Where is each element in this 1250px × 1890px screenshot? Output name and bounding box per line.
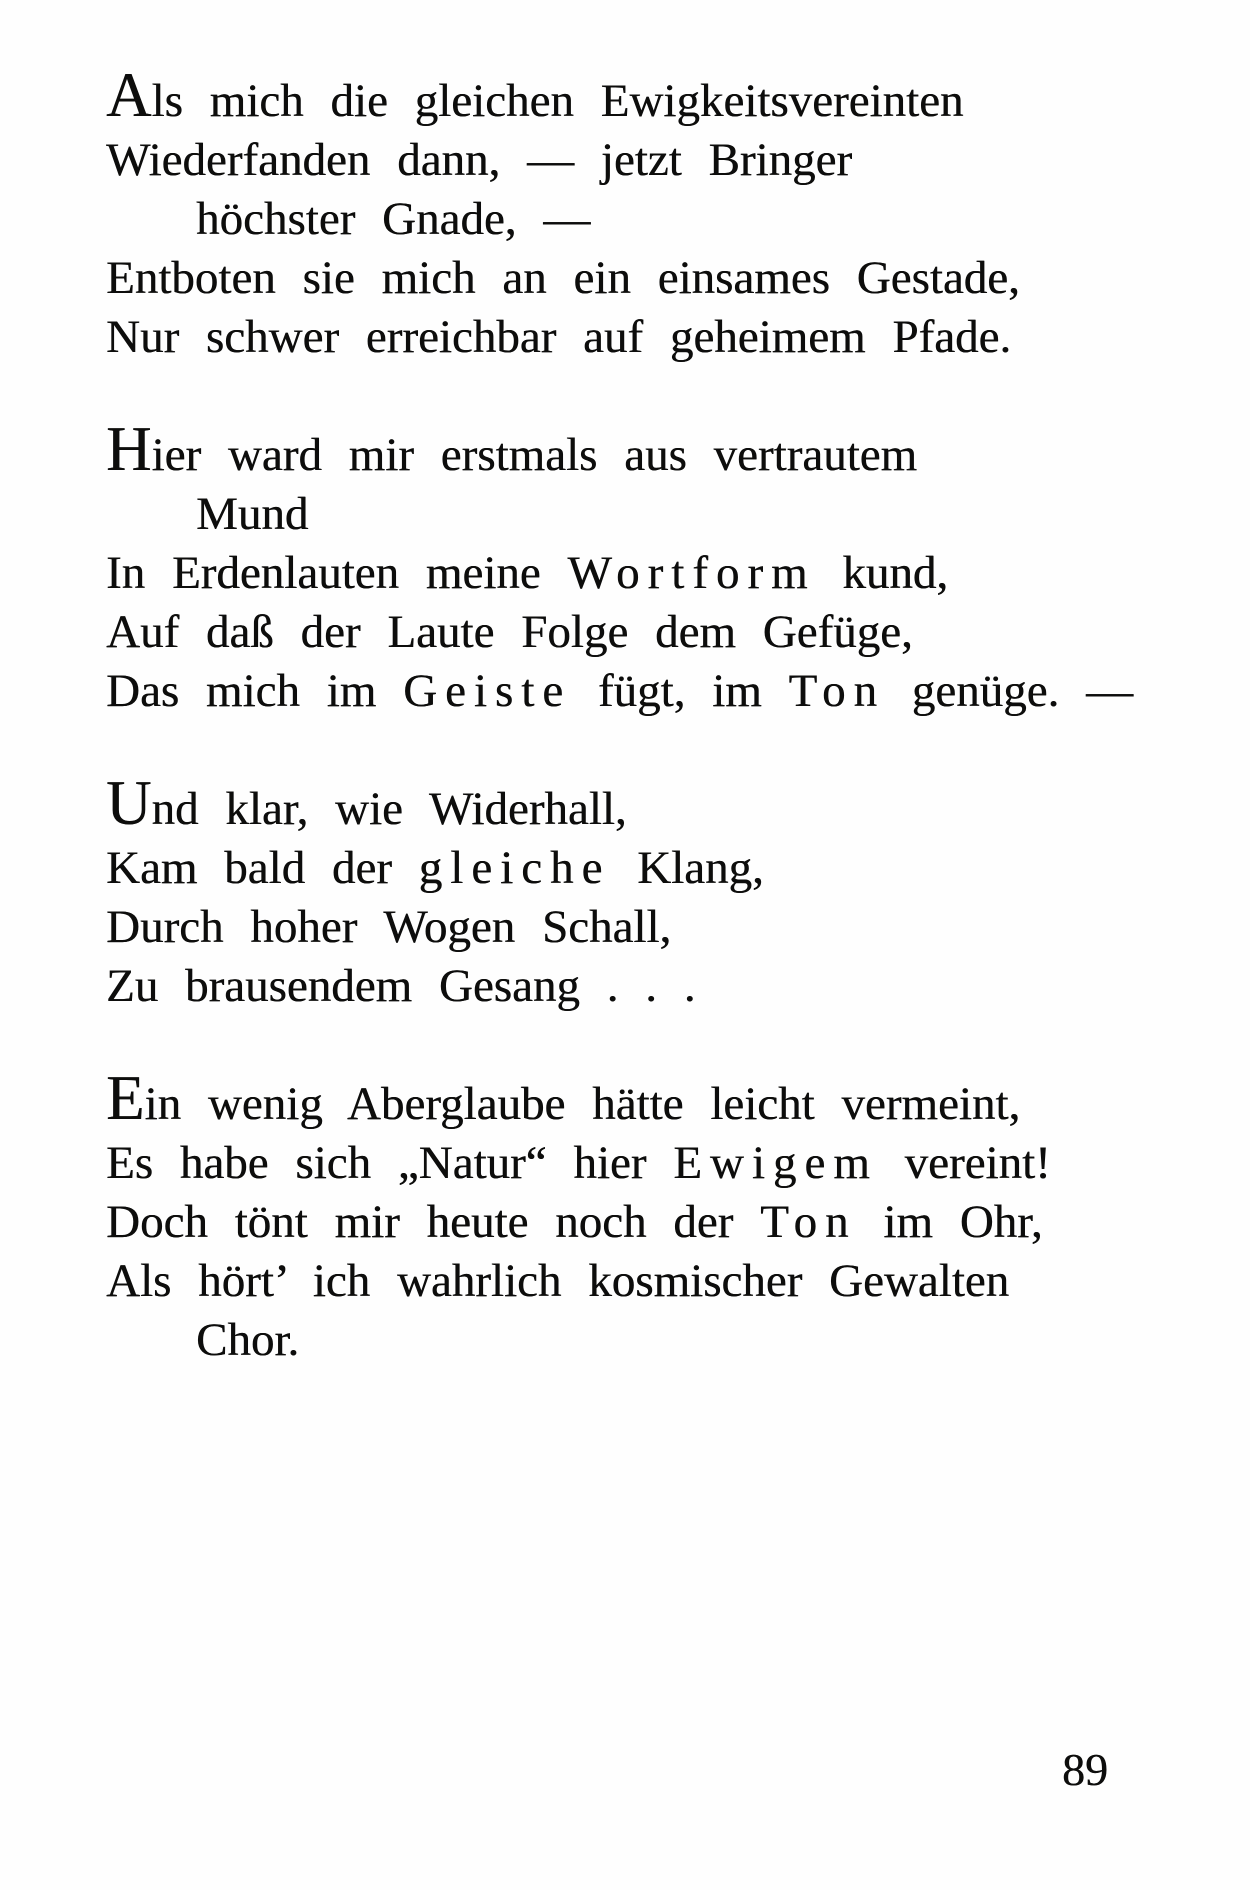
poem-text-segment: Klang, xyxy=(610,842,764,894)
poem-text-segment: In Erdenlauten meine xyxy=(106,547,568,599)
initial-capital: H xyxy=(106,414,152,484)
poem-text-segment: Es habe sich „Natur“ hier xyxy=(106,1137,674,1189)
poem-line xyxy=(106,190,1056,249)
poem-line xyxy=(106,308,1056,367)
poem-text-segment: fügt, im xyxy=(571,665,789,717)
poem-line xyxy=(106,768,1056,839)
poem-line xyxy=(106,249,1056,308)
poem-line xyxy=(106,1311,1056,1370)
stanza xyxy=(106,1063,1056,1370)
poem-line xyxy=(106,662,1133,721)
poem-text-segment: Entboten sie mich an ein einsames Gestade, xyxy=(106,252,1020,304)
poem-line xyxy=(106,603,1056,662)
poem-text-segment: Auf daß der Laute Folge dem Gefüge, xyxy=(106,606,913,658)
stanza xyxy=(106,414,1133,721)
poem-line xyxy=(106,1063,1056,1134)
page-number: 89 xyxy=(1062,1744,1108,1795)
poem-line xyxy=(106,1193,1056,1252)
poem-text-segment: Kam bald der xyxy=(106,842,419,894)
poem-text-segment: Als hört’ ich wahrlich kosmischer Gewalten xyxy=(106,1255,1010,1307)
poem-text-segment: nd klar, wie Widerhall, xyxy=(151,783,627,835)
poem-line xyxy=(106,485,1056,544)
initial-capital: A xyxy=(106,60,152,130)
poem-text-segment: Chor. xyxy=(196,1314,300,1366)
poem-line xyxy=(106,131,1056,190)
emphasized-word: Wortform xyxy=(567,547,816,599)
initial-capital: E xyxy=(106,1063,145,1133)
stanza xyxy=(106,60,1056,367)
poem-text-segment: vereint! xyxy=(877,1137,1051,1189)
poem-line xyxy=(106,1252,1056,1311)
poem-text-segment: Mund xyxy=(196,488,309,540)
poem-text-segment: kund, xyxy=(815,547,949,599)
poem-text-segment: Nur schwer erreichbar auf geheimem Pfade. xyxy=(106,311,1012,363)
poem-line xyxy=(106,544,1056,603)
poem-text-segment: ier ward mir erstmals aus vertrautem xyxy=(151,429,918,481)
initial-capital: U xyxy=(106,768,152,838)
poem-line xyxy=(106,414,1056,485)
poem-text-segment: im Ohr, xyxy=(856,1196,1043,1248)
poem-text-segment: Zu brausendem Gesang . . . xyxy=(106,960,696,1012)
poem-text-segment: Durch hoher Wogen Schall, xyxy=(106,901,672,953)
poem-line xyxy=(106,839,1056,898)
poem-text-segment: Wiederfanden dann, — jetzt Bringer xyxy=(106,134,853,186)
emphasized-word: Geiste xyxy=(403,665,572,717)
poem-text-segment: genüge. — xyxy=(884,665,1133,717)
poem xyxy=(106,60,1133,1429)
poem-line xyxy=(106,60,1056,131)
poem-text-segment: ls mich die gleichen Ewigkeitsvereinten xyxy=(151,75,964,127)
poem-text-segment: höchster Gnade, — xyxy=(196,193,591,245)
poem-text-segment: in wenig Aberglaube hätte leicht vermeint, xyxy=(144,1078,1021,1130)
poem-text-segment: Doch tönt mir heute noch der xyxy=(106,1196,761,1248)
emphasized-word: Ton xyxy=(760,1196,857,1248)
poem-text-segment: Das mich im xyxy=(106,665,404,717)
emphasized-word: Ewigem xyxy=(673,1137,878,1189)
poem-line xyxy=(106,957,1056,1016)
poem-line xyxy=(106,898,1056,957)
emphasized-word: gleiche xyxy=(418,842,611,894)
poem-line xyxy=(106,1134,1056,1193)
stanza xyxy=(106,768,1056,1016)
emphasized-word: Ton xyxy=(788,665,885,717)
